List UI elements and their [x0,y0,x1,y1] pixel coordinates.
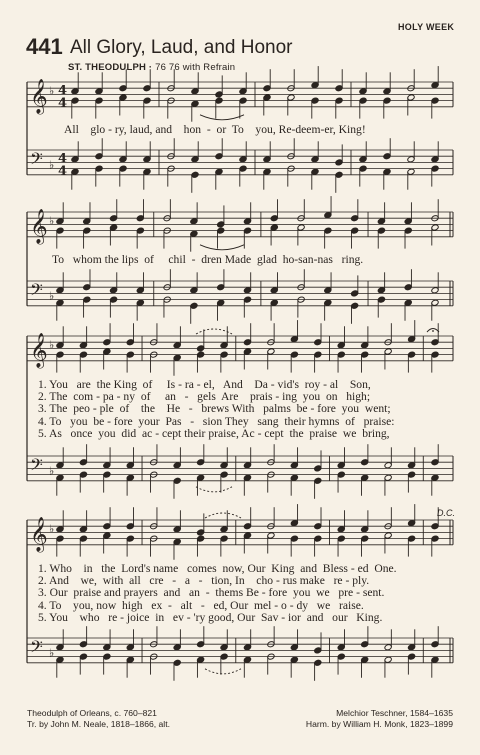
treble-clef-icon: 𝄞 [30,208,48,244]
time-signature: 4 [58,151,68,167]
flat-icon: ♭ [49,522,55,536]
time-signature: 4 [58,83,68,99]
verse-line: 5. You who re - joice in ev - 'ry good, Our Sav - ior and our King. [38,610,383,624]
time-signature: 4 [58,163,68,179]
verse-line: 2. The com - pa - ny of an - gels Are prais - ing you on high; [38,390,371,404]
bass-clef-icon: 𝄢 [30,279,43,304]
flat-icon: ♭ [49,464,55,478]
treble-clef-icon: 𝄞 [30,78,48,114]
time-signature: 4 [58,95,68,111]
music-credit: Melchior Teschner, 1584–1635 [336,708,453,718]
hymn-number: 441 [26,34,63,59]
verse-line: 5. As once you did ac - cept their praise, Ac - cept the praise we bring, [38,426,390,440]
tune-separator: · [148,62,156,73]
flat-icon: ♭ [49,289,55,303]
dashed-slur [205,513,241,518]
verse-line: 1. You are the King of Is - ra - el, And Da - vid's roy - al Son, [38,378,371,391]
dashed-slur [196,329,232,334]
flat-icon: ♭ [49,158,55,172]
treble-clef-icon: 𝄞 [30,516,48,552]
verse-line: 4. To you be - fore your Pas - sion They sang their hymns of praise: [38,414,395,428]
bass-clef-icon: 𝄢 [30,148,43,173]
lyric-line: To whom the lips of chil - dren Made glad ho-san-nas ring. [52,253,364,266]
treble-clef-icon: 𝄞 [30,332,48,368]
fermata-dot [432,330,434,332]
flat-icon: ♭ [49,84,55,98]
flat-icon: ♭ [49,214,55,228]
section-header: HOLY WEEK [398,22,455,32]
verse-line: 3. Our praise and prayers and an - thems Be - fore you we pre - sent. [38,586,385,600]
dashed-slur [196,487,232,492]
verse-line: 4. To you, now high ex - alt - ed, Our mel - o - dy we raise. [38,598,364,612]
da-capo-mark: D.C. [437,508,455,518]
tune-meter: 76 76 with Refrain [155,62,236,73]
bass-clef-icon: 𝄢 [30,454,43,479]
dashed-slur [205,669,241,674]
flat-icon: ♭ [49,646,55,660]
text-credit: Theodulph of Orleans, c. 760–821 [27,708,157,718]
slur [200,115,244,120]
flat-icon: ♭ [49,338,55,352]
lyric-line: All glo - ry, laud, and hon - or To you, Re-deem-er, King! [64,123,366,136]
verse-block-b [38,562,397,623]
translation-credit: Tr. by John M. Neale, 1818–1866, alt. [27,719,170,729]
slur [200,245,244,250]
harmony-credit: Harm. by William H. Monk, 1823–1899 [305,719,453,729]
bass-clef-icon: 𝄢 [30,636,43,661]
tune-name: ST. THEODULPH [68,62,147,73]
verse-line: 3. The peo - ple of the He - brews With palms be - fore you went; [38,402,391,416]
verse-block-a [38,378,395,439]
verse-line: 2. And we, with all cre - a - tion, In cho - rus make re - ply. [38,574,370,588]
hymn-title: All Glory, Laud, and Honor [70,37,293,58]
verse-line: 1. Who in the Lord's name comes now, Our King and Bless - ed One. [38,562,397,575]
